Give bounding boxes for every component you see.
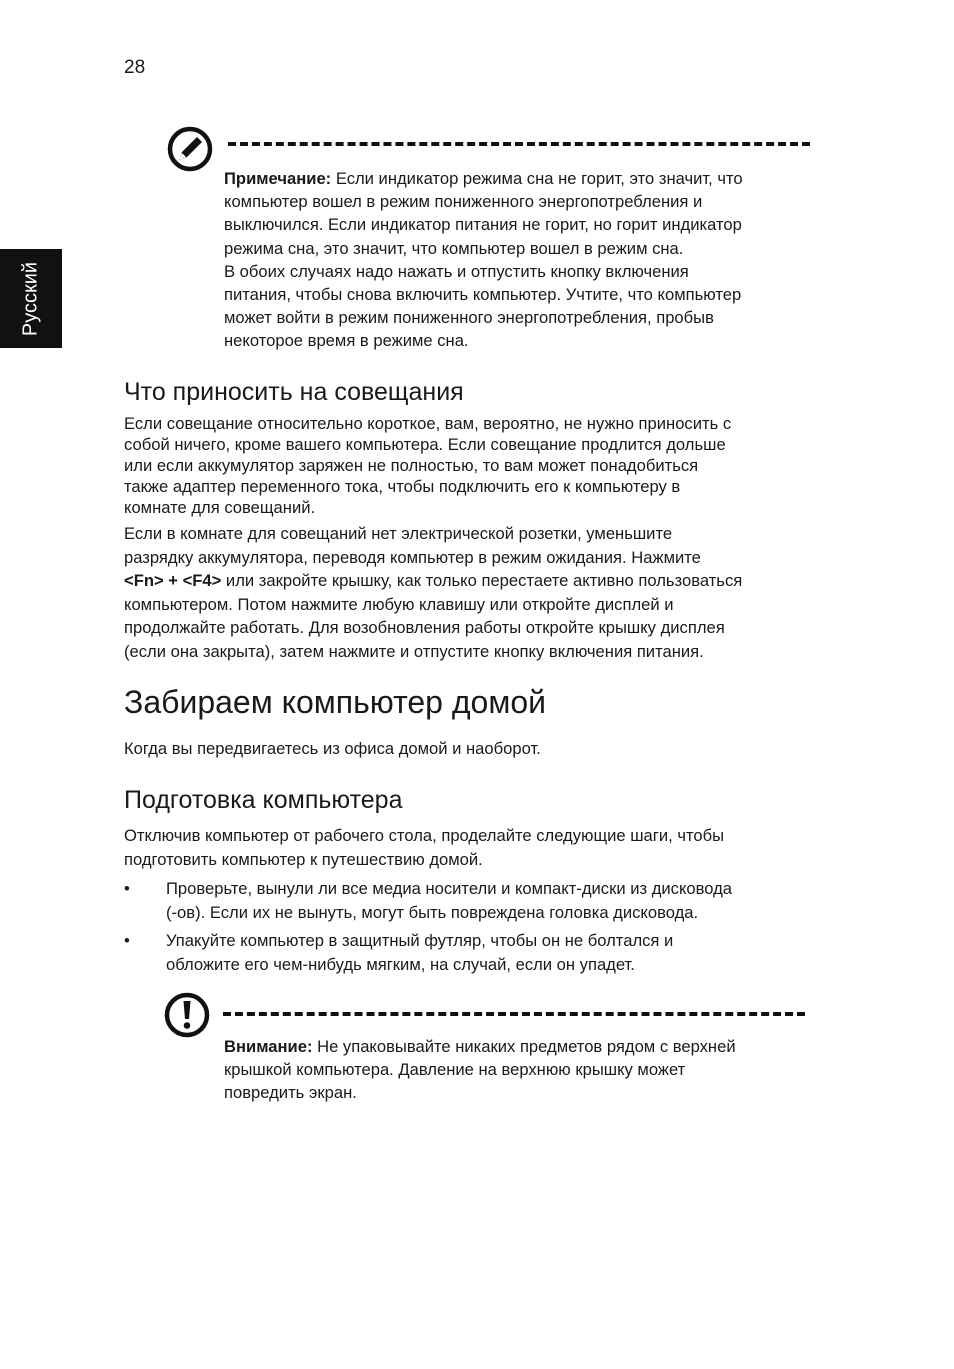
bullet-marker: • bbox=[124, 879, 130, 898]
meetings-paragraph-1: Если совещание относительно короткое, вам, вероятно, не нужно приносить с собой ничего, кроме вашего компьютера. Если совещание продлится дольше или если аккумулятор заряжен не полностью, то вам может понадобиться также адаптер переменного тока, чтобы подключить его к компьютеру в комнате для совещаний. bbox=[124, 414, 732, 517]
note-divider bbox=[228, 142, 810, 146]
note-pencil-icon bbox=[166, 125, 214, 173]
language-tab bbox=[0, 249, 62, 348]
note-text: Примечание: Если индикатор режима сна не горит, это значит, что компьютер вошел в режим пониженного энергопотребления и выключился. Если индикатор питания не горит, но горит индикатор режима сна, это значит, что компьютер вошел в режим сна. В обоих случаях надо нажать и отпустить кнопку включения питания, чтобы снова включить компьютер. Учтите, что компьютер может войти в режим пониженного энергопотребления, пробыв некоторое время в режиме сна. bbox=[224, 169, 743, 351]
prep-intro: Отключив компьютер от рабочего стола, проделайте следующие шаги, чтобы подготовить компьютер к путешествию домой. bbox=[124, 826, 725, 869]
meetings-paragraph-2: Если в комнате для совещаний нет электрической розетки, уменьшите разрядку аккумулятора, переводя компьютер в режим ожидания. Нажмите <Fn> + <F4> или закройте крышку, как только перестаете активно пользоваться компьютером. Потом нажмите любую клавишу или откройте дисплей и продолжайте работать. Для возобновления работы откройте крышку дисплея (если она закрыта), затем нажмите и отпустите кнопку включения питания. bbox=[124, 524, 743, 661]
warning-text: Внимание: Не упаковывайте никаких предметов рядом с верхней крышкой компьютера. Давление на верхнюю крышку может повредить экран. bbox=[224, 1037, 736, 1103]
bullet-marker: • bbox=[124, 931, 130, 950]
home-heading: Забираем компьютер домой bbox=[124, 684, 546, 720]
prep-heading: Подготовка компьютера bbox=[124, 786, 403, 814]
meetings-heading: Что приносить на совещания bbox=[124, 378, 464, 406]
key-combo: <Fn> + <F4> bbox=[124, 571, 222, 590]
warning-exclamation-icon bbox=[163, 991, 211, 1039]
language-tab-label: Русский bbox=[19, 261, 42, 336]
home-intro: Когда вы передвигаетесь из офиса домой и наоборот. bbox=[124, 739, 541, 758]
note-label: Примечание: bbox=[224, 169, 332, 188]
page-number: 28 bbox=[124, 57, 146, 78]
warning-label: Внимание: bbox=[224, 1037, 313, 1056]
warning-divider bbox=[223, 1012, 805, 1016]
